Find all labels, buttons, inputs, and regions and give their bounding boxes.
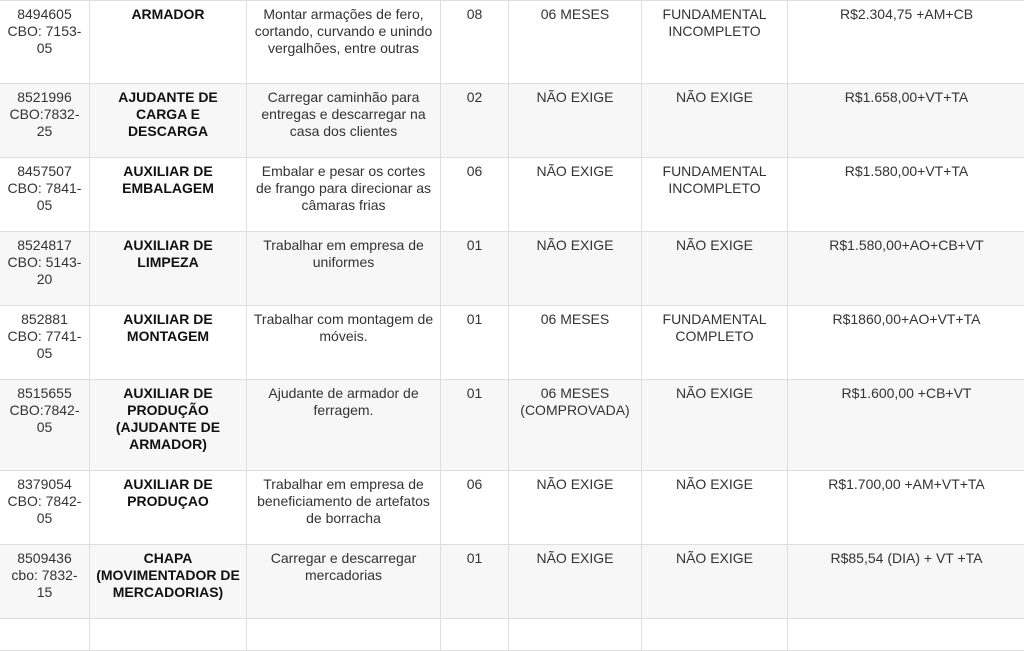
experience-requirement: 06 MESES (509, 306, 642, 380)
salary: R$1.580,00+VT+TA (788, 158, 1024, 232)
education-requirement: NÃO EXIGE (642, 471, 788, 545)
job-title: CHAPA (MOVIMENTADOR DE MERCADORIAS) (90, 545, 247, 619)
vacancy-count: 06 (441, 158, 509, 232)
vacancy-count: 01 (441, 380, 509, 471)
vacancy-code: 852881 CBO: 7741-05 (0, 306, 90, 380)
empty-cell (642, 619, 788, 651)
salary: R$1860,00+AO+VT+TA (788, 306, 1024, 380)
vacancy-code: 8509436 cbo: 7832-15 (0, 545, 90, 619)
job-description: Montar armações de fero, cortando, curvando e unindo vergalhões, entre outras (247, 1, 441, 84)
table-row (0, 306, 1024, 380)
experience-requirement: NÃO EXIGE (509, 232, 642, 306)
vacancy-count: 06 (441, 471, 509, 545)
job-title: AUXILIAR DE LIMPEZA (90, 232, 247, 306)
vacancy-code: 8379054 CBO: 7842-05 (0, 471, 90, 545)
vacancy-count: 01 (441, 545, 509, 619)
education-requirement: NÃO EXIGE (642, 380, 788, 471)
experience-requirement: 06 MESES (509, 1, 642, 84)
education-requirement: FUNDAMENTAL COMPLETO (642, 306, 788, 380)
experience-requirement: NÃO EXIGE (509, 545, 642, 619)
experience-requirement: NÃO EXIGE (509, 158, 642, 232)
salary: R$2.304,75 +AM+CB (788, 1, 1024, 84)
job-description: Trabalhar com montagem de móveis. (247, 306, 441, 380)
salary: R$1.600,00 +CB+VT (788, 380, 1024, 471)
education-requirement: FUNDAMENTAL INCOMPLETO (642, 158, 788, 232)
table-row-partial (0, 619, 1024, 651)
table-row (0, 1, 1024, 84)
salary: R$1.700,00 +AM+VT+TA (788, 471, 1024, 545)
vacancy-code: 8515655 CBO:7842-05 (0, 380, 90, 471)
job-title: AUXILIAR DE PRODUÇÃO (AJUDANTE DE ARMADOR) (90, 380, 247, 471)
job-description: Carregar caminhão para entregas e descarregar na casa dos clientes (247, 84, 441, 158)
empty-cell (441, 619, 509, 651)
table-row (0, 232, 1024, 306)
empty-cell (0, 619, 90, 651)
vacancy-count: 01 (441, 306, 509, 380)
empty-cell (788, 619, 1024, 651)
job-description: Carregar e descarregar mercadorias (247, 545, 441, 619)
table-row (0, 158, 1024, 232)
job-description: Ajudante de armador de ferragem. (247, 380, 441, 471)
experience-requirement: 06 MESES (COMPROVADA) (509, 380, 642, 471)
vacancy-count: 02 (441, 84, 509, 158)
empty-cell (90, 619, 247, 651)
table-row (0, 380, 1024, 471)
salary: R$1.658,00+VT+TA (788, 84, 1024, 158)
job-title: AUXILIAR DE EMBALAGEM (90, 158, 247, 232)
vacancy-code: 8494605 CBO: 7153-05 (0, 1, 90, 84)
education-requirement: NÃO EXIGE (642, 232, 788, 306)
job-description: Embalar e pesar os cortes de frango para direcionar as câmaras frias (247, 158, 441, 232)
job-description: Trabalhar em empresa de beneficiamento de artefatos de borracha (247, 471, 441, 545)
table-row (0, 545, 1024, 619)
empty-cell (509, 619, 642, 651)
job-title: AUXILIAR DE MONTAGEM (90, 306, 247, 380)
salary: R$1.580,00+AO+CB+VT (788, 232, 1024, 306)
education-requirement: NÃO EXIGE (642, 545, 788, 619)
vacancy-code: 8521996 CBO:7832-25 (0, 84, 90, 158)
experience-requirement: NÃO EXIGE (509, 84, 642, 158)
education-requirement: FUNDAMENTAL INCOMPLETO (642, 1, 788, 84)
table-row (0, 84, 1024, 158)
salary: R$85,54 (DIA) + VT +TA (788, 545, 1024, 619)
vacancy-count: 08 (441, 1, 509, 84)
job-title: AUXILIAR DE PRODUÇAO (90, 471, 247, 545)
job-title: ARMADOR (90, 1, 247, 84)
job-description: Trabalhar em empresa de uniformes (247, 232, 441, 306)
vacancy-code: 8524817 CBO: 5143-20 (0, 232, 90, 306)
table-row (0, 471, 1024, 545)
vacancy-count: 01 (441, 232, 509, 306)
empty-cell (247, 619, 441, 651)
experience-requirement: NÃO EXIGE (509, 471, 642, 545)
vacancy-code: 8457507 CBO: 7841-05 (0, 158, 90, 232)
job-title: AJUDANTE DE CARGA E DESCARGA (90, 84, 247, 158)
education-requirement: NÃO EXIGE (642, 84, 788, 158)
